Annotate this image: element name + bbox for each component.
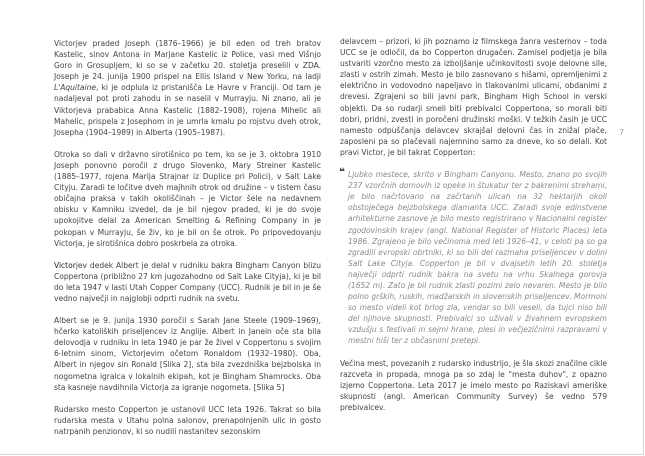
paragraph-text: , ki je odplula iz pristanišča Le Havre v Franciji. Od tam je nadaljeval pot proti zahodu in se naselil v Murrayju. Ni znano, ali je Viktorjeva prababica Anna Kastelic (1882–1908), rojena Mihelic ali Mahelic, prispela z Josephom in je umrla kmalu po rojstvu dveh otrok, Josepha (1904–1989) in Alberta (1905–1987). <box>54 83 321 137</box>
paragraph-orphanage: Otroka so dali v državno sirotišnico po tem, ko se je 3. oktobra 1910 Joseph ponovno poročil z drugo Slovenko, Mary Streiner Kastelic (1885–1977, rojena Marija Strajnar iz Duplice pri Polici), v Salt Lake Cityju. Zaradi te ločitve dveh majhnih otrok od družine – v tistem času običajna praksa v takih okoliščinah – je Victor šele na nedavnem obisku v Kamniku izvedel, da je bil njegov praded, ki je do svoje upokojitve delal za American Smelting & Refining Company in je pokopan v Murrayju, še živ, ko je bil on še otrok. Po pripovedovanju Victorja, je sirotišnica dobro poskrbela za otroka. <box>54 149 321 248</box>
left-column <box>54 38 321 448</box>
paragraph-mining-towns: Večina mest, povezanih z rudarsko industrijo, je šla skozi značilne cikle razcveta in propada, mnoga pa so zdaj le "mesta duhov", z opazno izjemo Coppertona. Leta 2017 je imelo mesto po Raziskavi ameriške skupnosti (angl. American Community Survey) še vedno 579 prebivalcev. <box>340 358 607 412</box>
paragraph-albert-marriage: Albert se je 9. junija 1930 poročil s Sarah Jane Steele (1909–1969), hčerko katoliških priseljencev iz Anglije. Albert in Janein oče sta bila delovodja v rudniku in leta 1940 je par že živel v Coppertonu s svojim 6-letnim sinom, Victorjevim očetom Ronaldom (1932–1980). Oba, Albert in njegov sin Ronald [Slika 2], sta bila zvezdniška bejzbolska in nogometna igralca v lokalnih ekipah, kot je Bingham Shamrocks. Oba sta kasneje navdihnila Victorja za igranje nogometa. [Slika 5] <box>54 316 321 392</box>
quote-mark-icon: ❝ <box>339 167 344 179</box>
paragraph-text: jev dedek Albert je delal v rudniku bakra Bingham Canyon blizu Coppertona (približno 27 km jugozahodno od Salt Lake Cityja), ki je bil do leta 1947 v lasti Utah Copper Company (UCC). Rudnik je bil in je še vedno največji in najglobji odprti rudnik na svetu. <box>54 260 321 303</box>
right-column <box>340 36 607 424</box>
paragraph-albert-mine <box>54 260 321 304</box>
ship-name: L'Aquitaine <box>54 83 96 93</box>
page-number: 7 <box>619 128 625 137</box>
paragraph-copperton-model-town: delavcem – prizori, ki jih poznamo iz filmskega žanra vesternov – toda UCC se je odločil, da bo Copperton drugačen. Zamisel podjetja je bila ustvariti vzorčno mesto za izboljšanje učinkovitosti svoje delovne sile, zlasti v ostrih zimah. Mesto je bilo zasnovano s hišami, opremljenimi z električno in vodovodno napeljavo in tlakovanimi ulicami, obdanimi z drevesi. Zgrajeni so bili javni park, Bingham High School in verski objekti. Da so rudarji smeli biti prebivalci Coppertona, so morali biti dobri, pridni, zvesti in poročeni družinski moški. V težkih časih je UCC namesto odpuščanja delavcev skrajšal delovni čas in znižal plače, zaposleni pa so plačevali najemnino samo za dneve, ko so delali. Kot pravi Victor, je bil takrat Copperton: <box>340 37 607 157</box>
paragraph-copperton-founding: Rudarsko mesto Copperton je ustanovil UCC leta 1926. Takrat so bila rudarska mesta v Utahu polna salonov, prenapolnjenih ulic in gosto natrpanih penzionov, ki so nudili nastanitev sezonskim <box>54 404 321 436</box>
paragraph-text: Victorjev praded Joseph (1876–1966) je bil eden od treh bratov Kastelic, sinov Antona in Marjane Kastelic iz Police, vasi med Višnjo Goro in Grosupljem, ki so se v začetku 20. stoletja preselili v ZDA. Joseph je 24. junija 1900 prispel na Ellis Island v New Yorku, na ladji <box>54 39 321 82</box>
block-quote <box>339 167 607 347</box>
paragraph-joseph <box>54 38 321 138</box>
quote-text: Ljubko mestece, skrito v Bingham Canyonu. Mesto, znano po svojih 237 vzorčnih domovih iz opeke in štukatur ter z bakrenimi strehami, je bilo načrtovano na začrtanih ulicah na 32 hektarjih okoli obstoječega bejzbolskega diamanta UCC. Zaradi svoje edinstvene arhitekturne zasnove je bilo mesto registrirano v Nacionalni register zgodovinskih krajev (angl. National Register of Historic Places) leta 1986. Zgrajeno je bilo večinoma med leti 1926–41, v celoti pa so ga zgradili evropski obrtniki, ki so bili del razmaha priseljencev v dolini Salt Lake Cityja. Copperton je bil v dvajsetih letih 20. stoletja največji odprti rudnik bakra na svetu na vrhu Skalnega gorovja (1652 m). Zato je bil rudnik zlasti pozimi zelo nevaren. Mesto je bilo polno grških, ruskih, madžarskih in slovenskih priseljencev. Mormoni so mesto videli kot brlog zla, vendar so bili veseli, da tujci niso bili del njihove skupnosti. Prebivalci so uživali v živahnem evropskem vzdušju s festivali in sejmi hrane, plesi in večjezičnimi razpravami v mestni hiši ter z občasnimi pretepi. <box>348 170 607 346</box>
paragraph-lead: Victor <box>54 260 76 270</box>
